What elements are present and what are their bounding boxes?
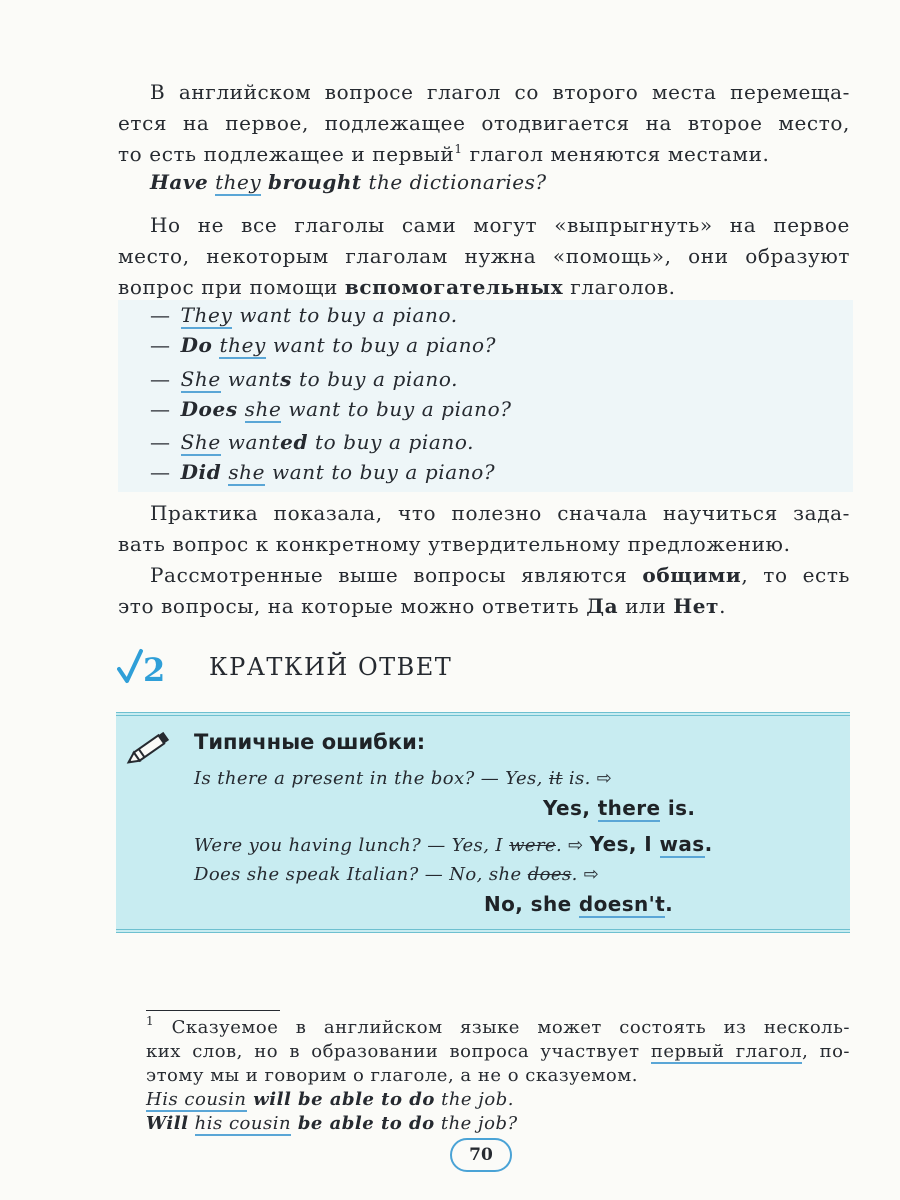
- para2-line-3: вопрос при помощи вспомогательных глаголов.: [118, 275, 676, 299]
- section-number: 2: [143, 651, 166, 687]
- mistake-2-row: Were you having lunch? — Yes, I were. ⇨ Yes, I was.: [194, 832, 713, 856]
- pencil-icon: [124, 728, 174, 768]
- footnote-line-2: ких слов, но в образовании вопроса участвует первый глагол, по-: [146, 1041, 850, 1062]
- checkmark-icon: [117, 647, 169, 687]
- dialog-row-4: — Does she want to buy a piano?: [150, 397, 512, 421]
- dialog-row-2: — Do they want to buy a piano?: [150, 333, 497, 357]
- dialog-row-1: — They want to buy a piano.: [150, 303, 458, 327]
- dialog-row-5: — She wanted to buy a piano.: [150, 430, 475, 454]
- para3-line-2: вать вопрос к конкретному утвердительному предложению.: [118, 532, 791, 556]
- typical-mistakes-box: [116, 712, 850, 933]
- footnote-example-1: His cousin will be able to do the job.: [146, 1089, 514, 1110]
- right-arrow-icon: ⇨: [568, 835, 584, 856]
- footnote-line-3: этому мы и говорим о глаголе, а не о сказуемом.: [146, 1065, 638, 1086]
- intro-line-1: В английском вопросе глагол со второго места перемеща-: [150, 80, 850, 104]
- dialog-row-6: — Did she want to buy a piano?: [150, 460, 496, 484]
- para4-line-2: это вопросы, на которые можно ответить Да или Нет.: [118, 594, 727, 618]
- right-arrow-icon: ⇨: [583, 864, 600, 885]
- dialog-row-3: — She wants to buy a piano.: [150, 367, 459, 391]
- intro-line-2: ется на первое, подлежащее отодвигается на второе место,: [118, 111, 850, 135]
- footnote-example-2: Will his cousin be able to do the job?: [146, 1113, 518, 1134]
- footnote-divider: [146, 1010, 280, 1011]
- example-sentence: Have they brought the dictionaries?: [150, 170, 547, 194]
- footnote: [146, 1016, 850, 1136]
- practice-paragraph: [118, 498, 850, 560]
- mistake-3-answer: No, she doesn't.: [484, 892, 674, 916]
- mistake-1-question: Is there a present in the box? — Yes, it is. ⇨: [194, 768, 613, 789]
- para2-line-2: место, некоторым глаголам нужна «помощь», они образуют: [118, 244, 850, 268]
- footnote-ref: 1: [454, 142, 463, 156]
- section-title: КРАТКИЙ ОТВЕТ: [209, 653, 453, 681]
- general-questions-paragraph: [118, 560, 850, 622]
- mistake-1-answer: Yes, there is.: [543, 796, 696, 820]
- para4-line-1: Рассмотренные выше вопросы являются общими, то есть: [150, 563, 850, 587]
- right-arrow-icon: ⇨: [596, 768, 613, 789]
- mistakes-header: Типичные ошибки:: [194, 730, 426, 754]
- page-number: 70: [450, 1138, 512, 1172]
- auxiliary-paragraph: [118, 210, 850, 303]
- mistake-3-question: Does she speak Italian? — No, she does. ⇨: [194, 864, 600, 885]
- intro-paragraph: [118, 77, 850, 170]
- intro-line-3: то есть подлежащее и первый$^1$ глагол меняются местами.: [118, 142, 770, 166]
- para2-line-1: Но не все глаголы сами могут «выпрыгнуть» на первое: [150, 213, 850, 237]
- para3-line-1: Практика показала, что полезно сначала научиться зада-: [150, 501, 850, 525]
- section-heading: [117, 642, 452, 692]
- footnote-line-1: $^1$ Сказуемое в английском языке может состоять из несколь-: [146, 1014, 850, 1038]
